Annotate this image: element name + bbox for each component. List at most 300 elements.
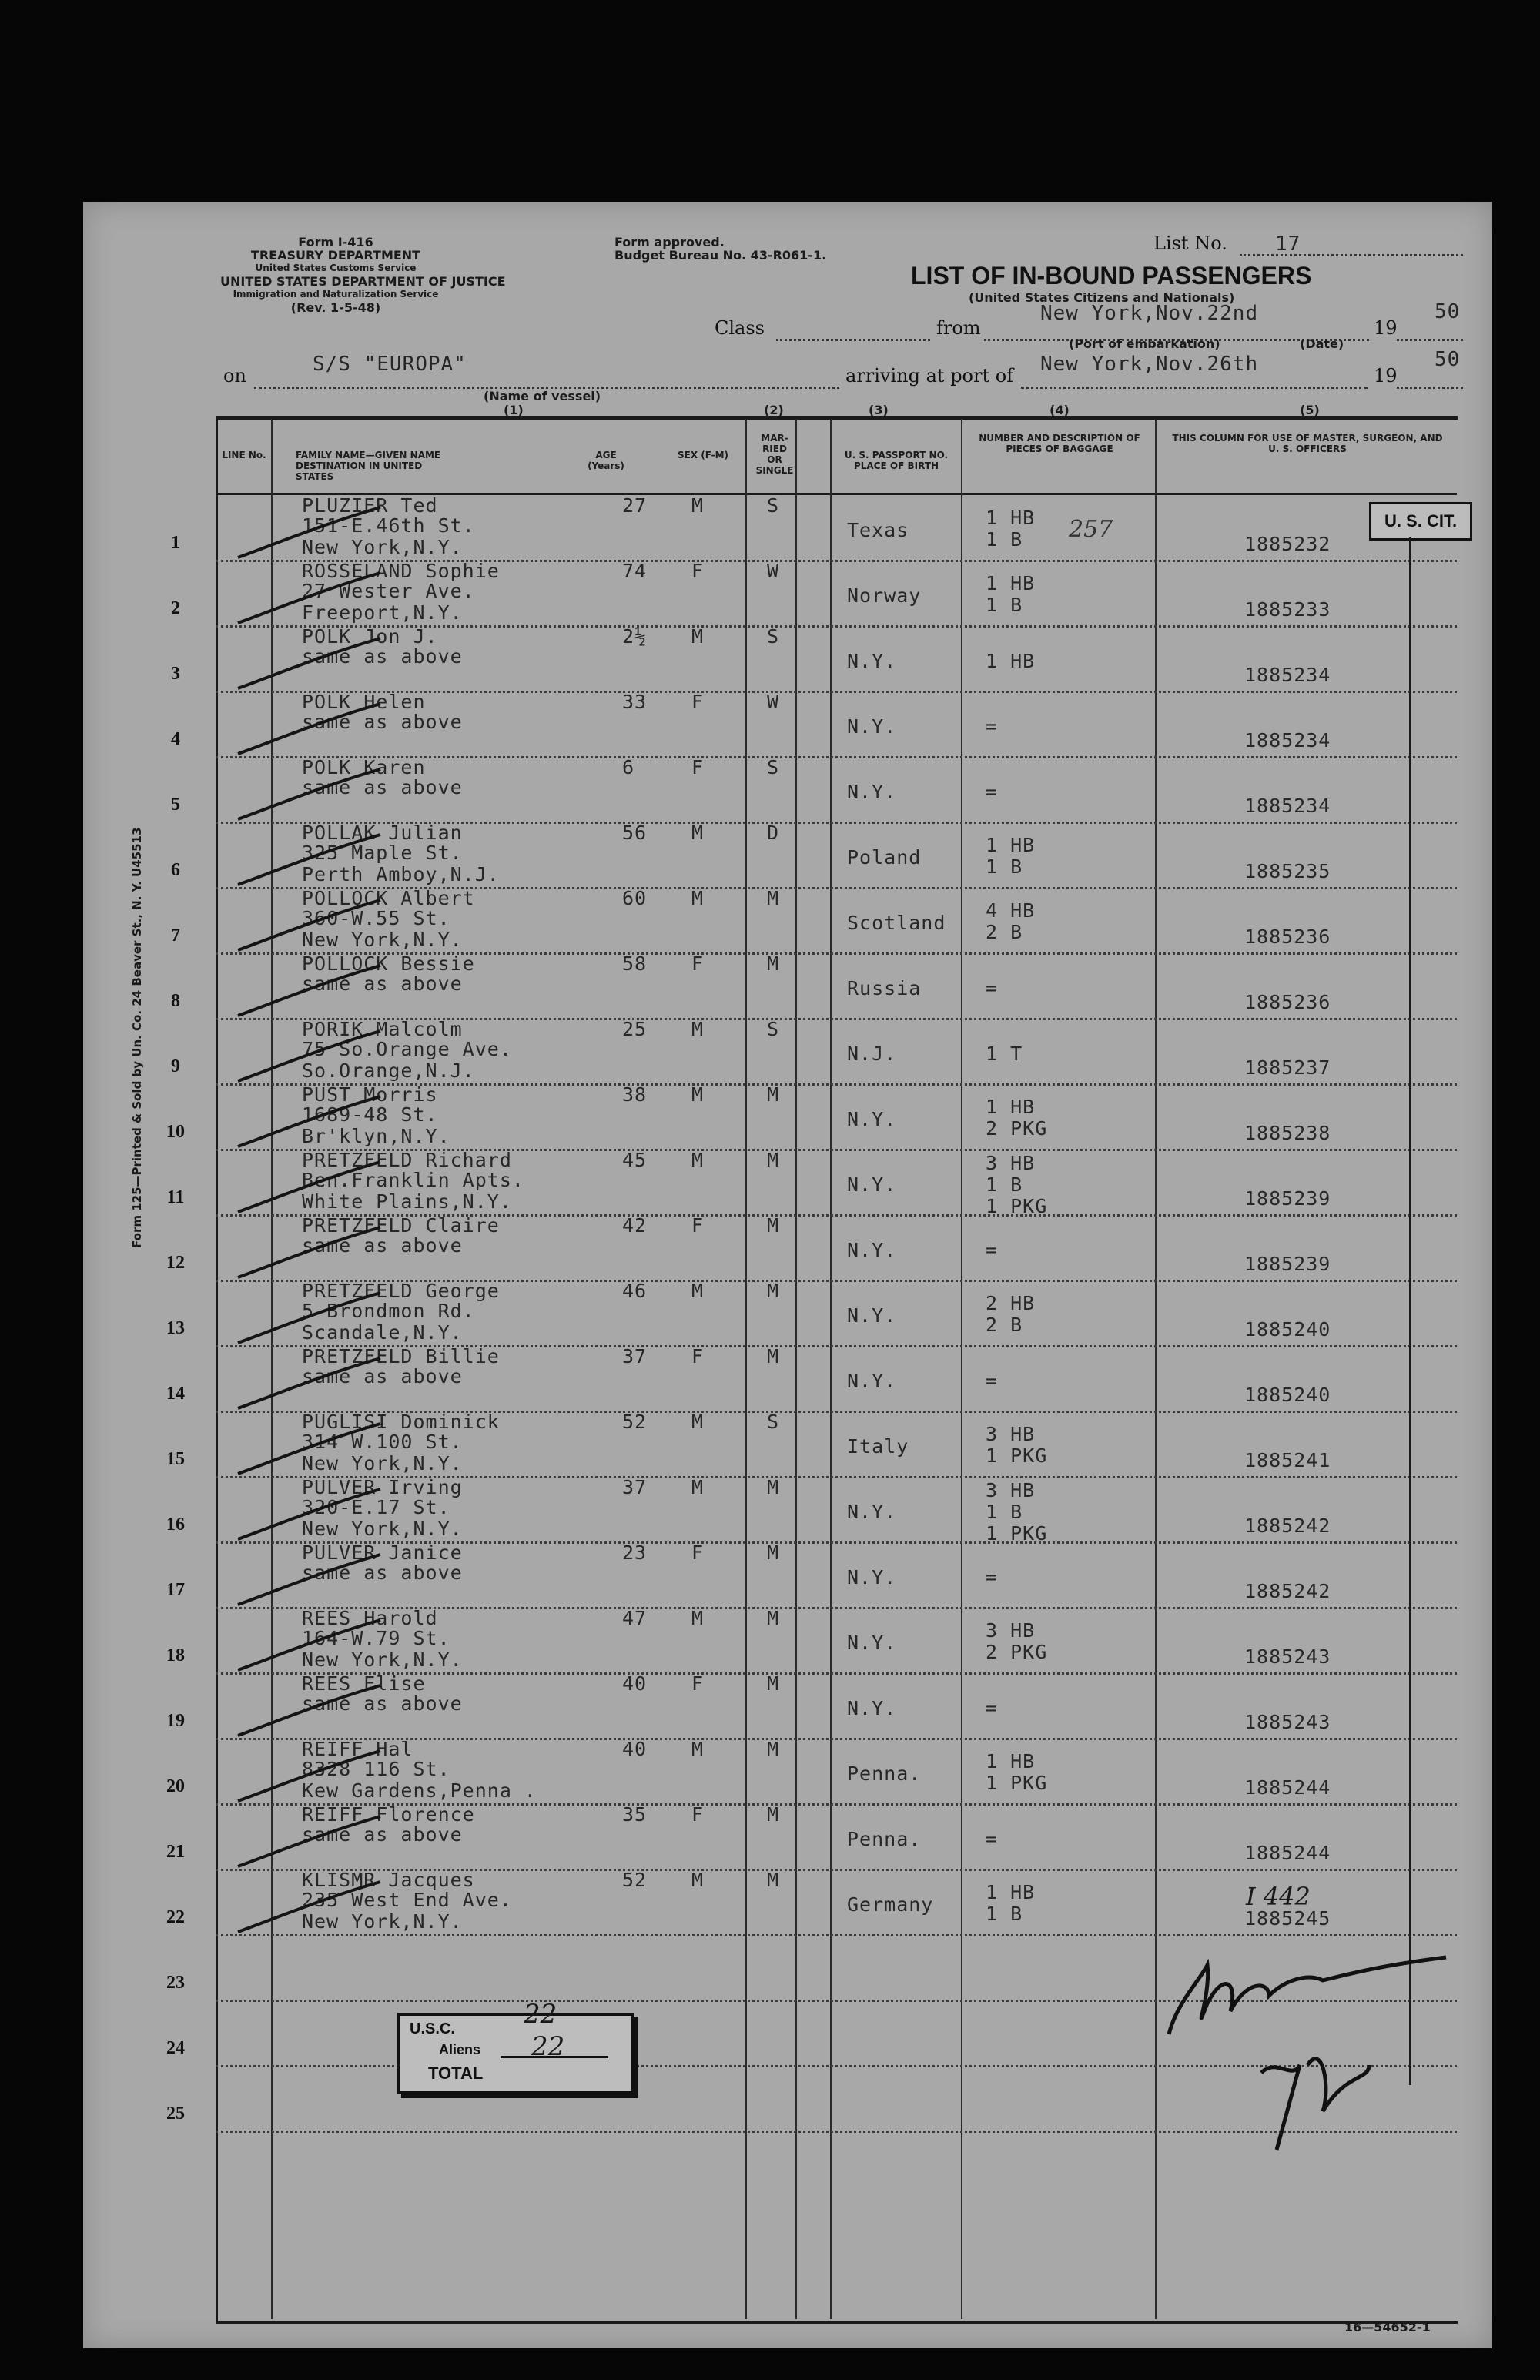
passenger-sex: F: [691, 560, 705, 582]
passenger-age: 52: [622, 1869, 648, 1891]
passenger-name: POLLAK Julian: [302, 822, 463, 844]
passenger-sex: F: [691, 952, 705, 975]
totals-total-value: 22: [531, 2031, 565, 2062]
passenger-name: REIFF Hal: [302, 1738, 413, 1760]
officer-number: 1885243: [1244, 1645, 1331, 1668]
baggage-item: 1 PKG: [986, 1772, 1048, 1794]
passenger-address: same as above: [302, 1234, 463, 1257]
passenger-name: PLUZIER Ted: [302, 494, 438, 517]
baggage-item: 3 HB: [986, 1423, 1036, 1445]
passenger-sex: M: [691, 822, 705, 844]
place-of-birth: N.J.: [847, 1043, 897, 1065]
form-approved: Form approved.: [614, 235, 725, 249]
arriving-dots: [1021, 387, 1368, 389]
officer-number: 1885234: [1244, 729, 1331, 751]
baggage-item: =: [986, 977, 999, 999]
totals-strike-line: [500, 2056, 608, 2058]
marital-status: M: [767, 1607, 780, 1629]
passenger-address: 75 So.Orange Ave.: [302, 1038, 512, 1060]
totals-total-label: TOTAL: [428, 2064, 484, 2083]
check-mark: [234, 1223, 388, 1285]
place-of-birth: Penna.: [847, 1828, 922, 1850]
passenger-age: 40: [622, 1672, 648, 1695]
place-of-birth: N.Y.: [847, 650, 897, 672]
passenger-age: 42: [622, 1214, 648, 1237]
check-mark: [234, 569, 388, 631]
line-number: 22: [166, 1907, 185, 1927]
check-mark: [234, 1616, 388, 1678]
place-of-birth: N.Y.: [847, 1501, 897, 1523]
stamp-bracket: [1409, 537, 1411, 2085]
check-mark: [234, 1551, 388, 1612]
marital-status: M: [767, 952, 780, 975]
check-mark: [234, 896, 388, 958]
col-header-passport: U. S. PASSPORT NO. PLACE OF BIRTH: [844, 450, 949, 471]
passenger-name: KLISMR Jacques: [302, 1869, 475, 1891]
arriving-value: New York,Nov.26th: [1040, 353, 1259, 376]
line-number: 12: [166, 1253, 185, 1273]
baggage-item: 1 HB: [986, 507, 1036, 529]
passenger-address: 27 Wester Ave.: [302, 580, 475, 602]
passenger-address: same as above: [302, 1823, 463, 1846]
officer-number: 1885239: [1244, 1253, 1331, 1275]
place-of-birth: N.Y.: [847, 1304, 897, 1327]
col-mark-4: (4): [1050, 403, 1070, 417]
passenger-sex: F: [691, 691, 705, 713]
col-header-age: AGE (Years): [588, 450, 624, 471]
check-mark: [234, 1813, 388, 1874]
passenger-sex: M: [691, 1869, 705, 1891]
line-number: 19: [166, 1711, 185, 1731]
col-header-baggage: NUMBER AND DESCRIPTION OF PIECES OF BAGGAGE: [979, 433, 1140, 454]
passenger-age: 74: [622, 560, 648, 582]
marital-status: M: [767, 1214, 780, 1237]
baggage-item: =: [986, 1697, 999, 1719]
line-number: 16: [166, 1515, 185, 1535]
on-label: on: [223, 365, 246, 387]
from-year: 50: [1435, 300, 1461, 323]
marital-status: M: [767, 1280, 780, 1302]
passenger-address: Freeport,N.Y.: [302, 601, 463, 624]
officer-number: 1885238: [1244, 1122, 1331, 1144]
col-mark-2: (2): [764, 403, 784, 417]
passenger-address: 360-W.55 St.: [302, 907, 450, 929]
col-mark-5: (5): [1300, 403, 1320, 417]
officer-number: 1885245: [1244, 1907, 1331, 1930]
place-of-birth: N.Y.: [847, 1632, 897, 1654]
revision: (Rev. 1-5-48): [290, 300, 381, 315]
passenger-age: 6: [622, 756, 635, 778]
check-mark: [234, 1289, 388, 1351]
passenger-age: 58: [622, 952, 648, 975]
place-of-birth: Texas: [847, 519, 909, 541]
passenger-sex: M: [691, 1411, 705, 1433]
totals-aliens-label: Aliens: [439, 2042, 481, 2057]
baggage-item: =: [986, 1828, 999, 1850]
list-no-value: 17: [1275, 233, 1301, 256]
place-of-birth: Norway: [847, 584, 922, 607]
passenger-age: 60: [622, 887, 648, 909]
baggage-item: 1 PKG: [986, 1444, 1048, 1467]
check-mark: [234, 1354, 388, 1416]
passenger-address: New York,N.Y.: [302, 929, 463, 951]
document-title: LIST OF IN-BOUND PASSENGERS: [911, 262, 1312, 290]
officer-number: 1885237: [1244, 1056, 1331, 1079]
marital-status: M: [767, 887, 780, 909]
col-mark-1: (1): [504, 403, 524, 417]
passenger-address: New York,N.Y.: [302, 1518, 463, 1540]
officer-number: 1885240: [1244, 1318, 1331, 1341]
passenger-age: 45: [622, 1149, 648, 1171]
marital-status: M: [767, 1738, 780, 1760]
passenger-name: POLK Helen: [302, 691, 426, 713]
passenger-sex: M: [691, 1738, 705, 1760]
passenger-age: 47: [622, 1607, 648, 1629]
line-number: 4: [171, 729, 180, 749]
passenger-address: same as above: [302, 1562, 463, 1584]
check-mark: [234, 700, 388, 762]
marital-status: M: [767, 1345, 780, 1367]
check-mark: [234, 962, 388, 1023]
marital-status: S: [767, 1018, 780, 1040]
passenger-name: PUGLISI Dominick: [302, 1411, 500, 1433]
passenger-address: Ben.Franklin Apts.: [302, 1169, 524, 1191]
line-number: 11: [166, 1187, 185, 1207]
place-of-birth: N.Y.: [847, 781, 897, 803]
list-no-label: List No.: [1153, 233, 1227, 254]
marital-status: S: [767, 1411, 780, 1433]
baggage-item: 3 HB: [986, 1479, 1036, 1501]
place-of-birth: Penna.: [847, 1762, 922, 1785]
marital-status: S: [767, 625, 780, 648]
col-mark-3: (3): [869, 403, 889, 417]
passenger-name: POLK Jon J.: [302, 625, 438, 648]
passenger-address: same as above: [302, 776, 463, 798]
passenger-age: 40: [622, 1738, 648, 1760]
officer-number: 1885234: [1244, 795, 1331, 817]
passenger-sex: M: [691, 1083, 705, 1106]
baggage-item: 2 PKG: [986, 1117, 1048, 1140]
line-number: 23: [166, 1973, 185, 1993]
passenger-address: Perth Amboy,N.J.: [302, 863, 500, 885]
passenger-address: 320-E.17 St.: [302, 1496, 450, 1518]
check-mark: [234, 1093, 388, 1154]
passenger-address: New York,N.Y.: [302, 1649, 463, 1671]
line-number: 1: [171, 533, 180, 553]
passenger-sex: F: [691, 1672, 705, 1695]
officer-number: 1885239: [1244, 1187, 1331, 1210]
passenger-address: Br'klyn,N.Y.: [302, 1125, 450, 1147]
place-of-birth: N.Y.: [847, 1173, 897, 1196]
officer-number: 1885236: [1244, 991, 1331, 1013]
passenger-age: 46: [622, 1280, 648, 1302]
passenger-address: same as above: [302, 1365, 463, 1387]
passenger-name: REIFF Florence: [302, 1803, 475, 1826]
passenger-sex: F: [691, 1541, 705, 1564]
date-caption: (Date): [1300, 336, 1344, 351]
line-number: 10: [166, 1122, 185, 1142]
check-mark: [234, 1420, 388, 1481]
from-year-prefix: 19: [1374, 317, 1398, 339]
place-of-birth: N.Y.: [847, 1239, 897, 1261]
line-number: 14: [166, 1384, 185, 1404]
marital-status: D: [767, 822, 780, 844]
passenger-name: PULVER Janice: [302, 1541, 463, 1564]
col-divider: [795, 419, 797, 2319]
customs-service: United States Customs Service: [255, 263, 417, 273]
baggage-item: =: [986, 715, 999, 738]
baggage-item: 1 B: [986, 528, 1023, 551]
passenger-sex: F: [691, 1345, 705, 1367]
line-number: 17: [166, 1580, 185, 1600]
check-mark: [234, 504, 388, 565]
arriving-year-prefix: 19: [1374, 365, 1398, 387]
passenger-sex: M: [691, 1607, 705, 1629]
passenger-age: 23: [622, 1541, 648, 1564]
officer-number: 1885243: [1244, 1711, 1331, 1733]
officer-signature: [1123, 1888, 1492, 2258]
passenger-age: 33: [622, 691, 648, 713]
officer-number: 1885232: [1244, 533, 1331, 555]
passenger-sex: M: [691, 1476, 705, 1498]
treasury-dept: TREASURY DEPARTMENT: [250, 248, 421, 263]
check-mark: [234, 1485, 388, 1547]
place-of-birth: N.Y.: [847, 1566, 897, 1588]
passenger-address: 8328 116 St.: [302, 1758, 450, 1780]
passenger-address: same as above: [302, 645, 463, 668]
officer-number: 1885242: [1244, 1515, 1331, 1537]
officer-number: 1885235: [1244, 860, 1331, 882]
passenger-name: PULVER Irving: [302, 1476, 463, 1498]
line-number: 20: [166, 1776, 185, 1796]
baggage-item: =: [986, 781, 999, 803]
col-divider: [961, 419, 962, 2319]
passenger-sex: M: [691, 1280, 705, 1302]
passenger-sex: F: [691, 1214, 705, 1237]
from-value: New York,Nov.22nd: [1040, 302, 1259, 325]
passenger-address: White Plains,N.Y.: [302, 1190, 512, 1213]
class-dots: [776, 339, 930, 341]
passenger-address: 5 Brondmon Rd.: [302, 1300, 475, 1322]
passenger-name: POLK Karen: [302, 756, 426, 778]
justice-dept: UNITED STATES DEPARTMENT OF JUSTICE: [220, 274, 506, 289]
check-mark: [234, 1027, 388, 1089]
marital-status: S: [767, 494, 780, 517]
list-no-dots: [1240, 254, 1463, 256]
marital-status: W: [767, 691, 780, 713]
line-number: 24: [166, 2038, 185, 2058]
col-header-married: MAR-RIED OR SINGLE: [755, 433, 794, 476]
manifest-sheet: [83, 202, 1492, 2348]
baggage-item: 1 HB: [986, 1096, 1036, 1118]
passenger-address: 1689-48 St.: [302, 1103, 438, 1126]
passenger-sex: M: [691, 1018, 705, 1040]
check-mark: [234, 1158, 388, 1220]
place-of-birth: N.Y.: [847, 1370, 897, 1392]
passenger-sex: M: [691, 494, 705, 517]
passenger-address: 325 Maple St.: [302, 842, 463, 864]
passenger-age: 38: [622, 1083, 648, 1106]
port-embark-caption: (Port of embarkation): [1069, 336, 1220, 351]
baggage-item: =: [986, 1566, 999, 1588]
from-label: from: [936, 317, 981, 339]
passenger-name: REES Elise: [302, 1672, 426, 1695]
baggage-item: 1 T: [986, 1043, 1023, 1065]
passenger-address: 235 West End Ave.: [302, 1889, 512, 1911]
marital-status: M: [767, 1149, 780, 1171]
totals-usc-value: 22: [524, 1999, 557, 2030]
col-divider: [830, 419, 832, 2319]
vessel-caption: (Name of vessel): [484, 389, 601, 403]
passenger-age: 2½: [622, 625, 648, 648]
passenger-name: PRETZFELD Claire: [302, 1214, 500, 1237]
marital-status: M: [767, 1476, 780, 1498]
budget-bureau: Budget Bureau No. 43-R061-1.: [614, 248, 827, 263]
passenger-name: POLLOCK Bessie: [302, 952, 475, 975]
col-header-line: LINE No.: [222, 450, 266, 460]
place-of-birth: N.Y.: [847, 715, 897, 738]
vessel-name: S/S "EUROPA": [313, 353, 467, 376]
place-of-birth: N.Y.: [847, 1697, 897, 1719]
baggage-item: 2 HB: [986, 1292, 1036, 1314]
passenger-age: 56: [622, 822, 648, 844]
marital-status: M: [767, 1869, 780, 1891]
baggage-item: 1 B: [986, 1501, 1023, 1523]
check-mark: [234, 765, 388, 827]
place-of-birth: N.Y.: [847, 1108, 897, 1130]
marital-status: M: [767, 1541, 780, 1564]
line-number: 13: [166, 1318, 185, 1338]
passenger-sex: F: [691, 756, 705, 778]
passenger-age: 27: [622, 494, 648, 517]
passenger-sex: M: [691, 625, 705, 648]
baggage-item: 1 PKG: [986, 1522, 1048, 1545]
passenger-age: 25: [622, 1018, 648, 1040]
line-number: 3: [171, 664, 180, 684]
marital-status: W: [767, 560, 780, 582]
passenger-address: same as above: [302, 1692, 463, 1715]
officer-number: 1885244: [1244, 1776, 1331, 1799]
passenger-sex: F: [691, 1803, 705, 1826]
place-of-birth: Germany: [847, 1893, 934, 1916]
passenger-address: Kew Gardens,Penna .: [302, 1779, 537, 1802]
immigration-service: Immigration and Naturalization Service: [233, 289, 439, 300]
baggage-item: =: [986, 1239, 999, 1261]
baggage-item: 1 HB: [986, 1750, 1036, 1772]
marital-status: M: [767, 1672, 780, 1695]
arriving-year: 50: [1435, 348, 1461, 371]
baggage-item: 2 B: [986, 921, 1023, 943]
line-number: 6: [171, 860, 180, 880]
line-number: 9: [171, 1056, 180, 1076]
baggage-item: 2 B: [986, 1314, 1023, 1336]
passenger-age: 37: [622, 1345, 648, 1367]
line-number: 25: [166, 2104, 185, 2124]
col-header-officers: THIS COLUMN FOR USE OF MASTER, SURGEON, AND U. S. OFFICERS: [1172, 433, 1443, 454]
totals-usc-label: U.S.C.: [410, 2020, 455, 2037]
line-number: 18: [166, 1645, 185, 1665]
officer-number: 1885240: [1244, 1384, 1331, 1406]
from-year-dots: [1397, 339, 1463, 341]
check-mark: [234, 1682, 388, 1743]
baggage-item: 4 HB: [986, 899, 1036, 922]
baggage-item: 1 HB: [986, 834, 1036, 856]
place-of-birth: Italy: [847, 1435, 909, 1458]
passenger-address: New York,N.Y.: [302, 1452, 463, 1475]
row1-handwritten-note: 257: [1069, 516, 1113, 543]
check-mark: [234, 634, 388, 696]
baggage-item: 1 HB: [986, 572, 1036, 594]
passenger-sex: M: [691, 1149, 705, 1171]
marital-status: M: [767, 1803, 780, 1826]
document-subtitle: (United States Citizens and Nationals): [969, 290, 1235, 305]
baggage-item: 3 HB: [986, 1152, 1036, 1174]
passenger-address: So.Orange,N.J.: [302, 1059, 475, 1082]
line-number: 15: [166, 1449, 185, 1469]
passenger-name: PRETZFELD Richard: [302, 1149, 512, 1171]
passenger-address: New York,N.Y.: [302, 536, 463, 558]
line-number: 8: [171, 991, 180, 1011]
baggage-item: 1 B: [986, 855, 1023, 878]
passenger-name: PORIK Malcolm: [302, 1018, 463, 1040]
check-mark: [234, 1747, 388, 1809]
passenger-age: 37: [622, 1476, 648, 1498]
col-header-name: FAMILY NAME—GIVEN NAME DESTINATION IN UNITED STATES: [296, 450, 441, 482]
arriving-year-dots: [1397, 387, 1463, 389]
passenger-name: REES Harold: [302, 1607, 438, 1629]
arriving-label: arriving at port of: [845, 365, 1014, 387]
line-number: 21: [166, 1842, 185, 1862]
passenger-sex: M: [691, 887, 705, 909]
line-number: 5: [171, 795, 180, 815]
form-header-left: [220, 235, 506, 315]
officer-number: 1885236: [1244, 926, 1331, 948]
place-of-birth: Scotland: [847, 912, 946, 934]
passenger-address: Scandale,N.Y.: [302, 1321, 463, 1344]
baggage-item: =: [986, 1370, 999, 1392]
passenger-address: New York,N.Y.: [302, 1910, 463, 1933]
passenger-name: ROSSELAND Sophie: [302, 560, 500, 582]
passenger-address: 164-W.79 St.: [302, 1627, 450, 1649]
baggage-item: 1 HB: [986, 1881, 1036, 1903]
passenger-name: PRETZFELD Billie: [302, 1345, 500, 1367]
passenger-address: same as above: [302, 972, 463, 995]
passenger-age: 35: [622, 1803, 648, 1826]
officer-number: 1885233: [1244, 598, 1331, 621]
form-number: Form I-416: [298, 235, 373, 249]
baggage-item: 1 PKG: [986, 1195, 1048, 1217]
baggage-item: 3 HB: [986, 1619, 1036, 1642]
class-label: Class: [715, 317, 765, 339]
place-of-birth: Russia: [847, 977, 922, 999]
col-divider: [745, 419, 747, 2319]
line-number: 7: [171, 926, 180, 946]
place-of-birth: Poland: [847, 846, 922, 869]
footer-code: 16—54652-1: [1344, 2320, 1431, 2335]
form-approval: [614, 236, 826, 262]
marital-status: S: [767, 756, 780, 778]
officer-number: 1885244: [1244, 1842, 1331, 1864]
check-mark: [234, 1878, 388, 1940]
baggage-item: 1 B: [986, 594, 1023, 616]
passenger-name: POLLOCK Albert: [302, 887, 475, 909]
officer-number: 1885234: [1244, 664, 1331, 686]
baggage-item: 1 HB: [986, 650, 1036, 672]
row22-handwritten-note: I 442: [1246, 1882, 1311, 1911]
passenger-address: 314 W.100 St.: [302, 1431, 463, 1453]
baggage-item: 1 B: [986, 1903, 1023, 1925]
baggage-item: 2 PKG: [986, 1641, 1048, 1663]
